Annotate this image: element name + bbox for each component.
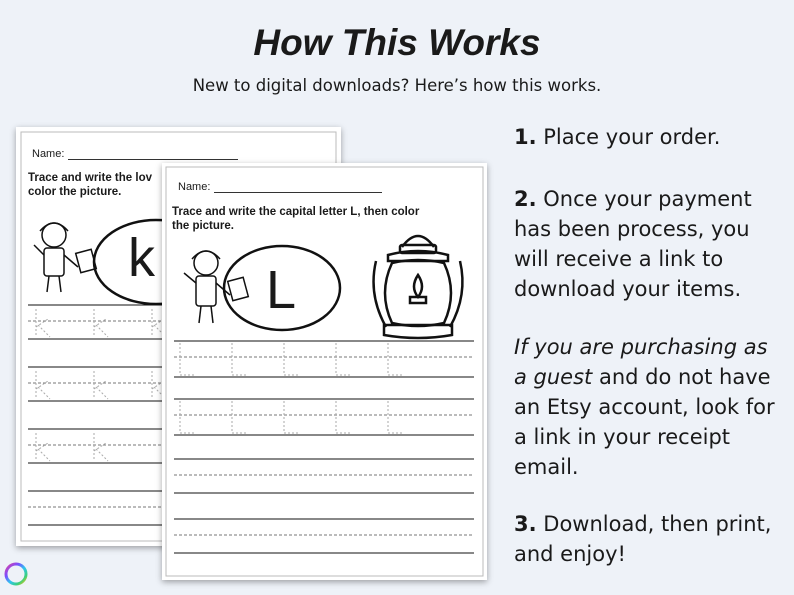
girl-figure-icon	[34, 223, 96, 292]
name-label: Name:	[32, 148, 65, 160]
name-label: Name:	[178, 181, 211, 193]
guest-note-text: and do not have an Etsy account, look for a link in your receipt email.	[514, 365, 775, 479]
step-1-number: 1.	[514, 125, 537, 149]
big-letter: L	[266, 260, 297, 320]
step-1	[514, 122, 720, 152]
step-3-number: 3.	[514, 512, 537, 536]
tracing-rows	[174, 341, 474, 553]
step-1-text: Place your order.	[536, 125, 721, 149]
worksheet-instruction	[28, 171, 178, 199]
guest-note-italic: If you are purchasing as a guest	[514, 335, 768, 389]
girl-figure-icon	[184, 251, 248, 323]
step-3-text: Download, then print, and enjoy!	[514, 512, 772, 566]
step-2	[514, 184, 776, 304]
instruction-line-1: Trace and write the capital letter L, then color	[172, 206, 420, 218]
instruction-line-2: the picture.	[172, 220, 234, 232]
worksheet-preview-front	[162, 163, 487, 580]
name-line	[68, 159, 238, 160]
page-title: How This Works	[253, 22, 541, 63]
lantern-icon	[374, 236, 463, 338]
trace-letter-k-marks	[36, 309, 166, 461]
step-2-text: Once your payment has been process, you will receive a link to download your items.	[514, 187, 752, 301]
step-2-number: 2.	[514, 187, 537, 211]
name-line	[214, 192, 382, 193]
worksheet-instruction	[172, 205, 472, 233]
guest-note	[514, 332, 776, 482]
big-letter: k	[128, 228, 155, 288]
instruction-line-1: Trace and write the lov	[28, 172, 152, 184]
instruction-line-2: color the picture.	[28, 186, 122, 198]
step-3	[514, 509, 776, 569]
page-subtitle: New to digital downloads? Here’s how this works.	[192, 76, 602, 95]
brand-logo-icon	[4, 562, 28, 586]
